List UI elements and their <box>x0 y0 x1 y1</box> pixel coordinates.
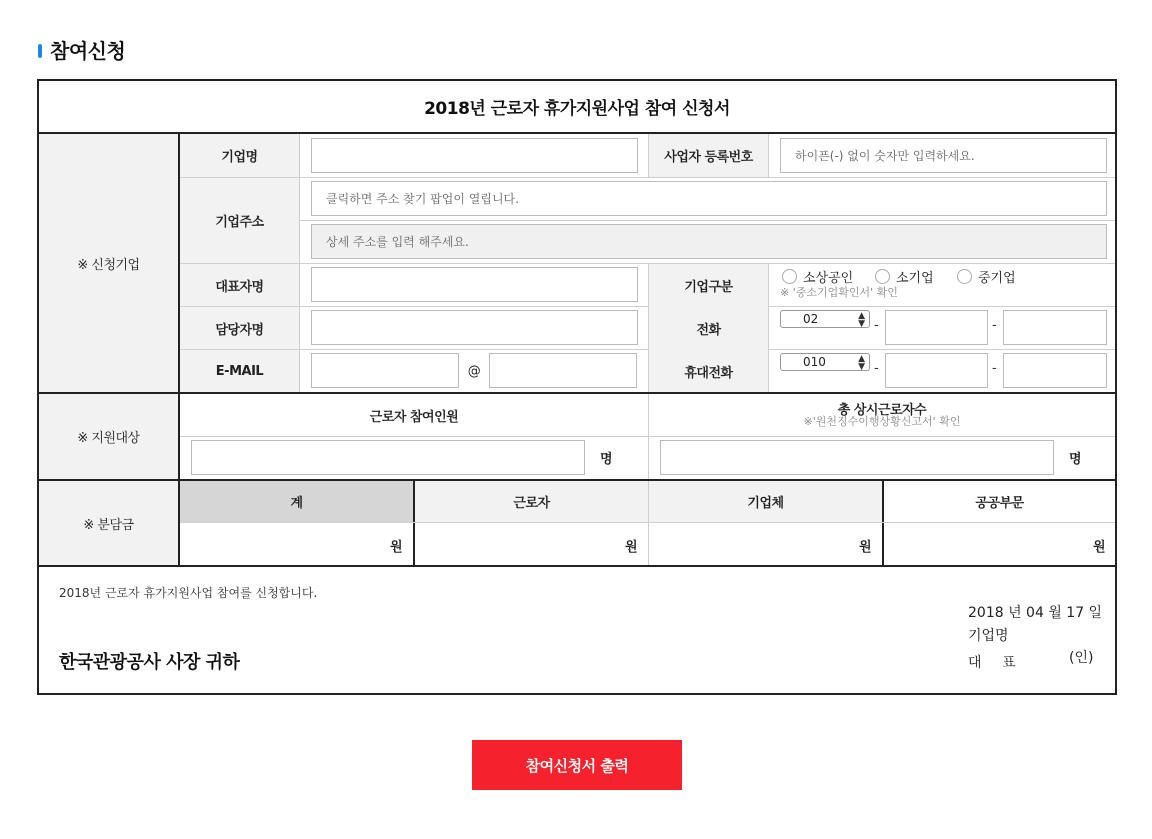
company-sign-label: 기업명 <box>968 628 1009 644</box>
share-col-worker: 근로자 <box>513 496 550 511</box>
manager-input[interactable] <box>311 310 638 345</box>
share-group-label: ※ 분담금 <box>83 517 134 533</box>
radio-circle-icon[interactable] <box>875 269 890 284</box>
total-workers-input[interactable] <box>660 440 1054 475</box>
company-type-note: ※ '중소기업확인서' 확인 <box>780 286 898 299</box>
workers-unit: 명 <box>600 452 613 467</box>
radio-medium-company[interactable]: 중기업 <box>957 267 1016 286</box>
mobile-dash-2: - <box>992 361 997 376</box>
phone-middle-input[interactable] <box>885 310 988 345</box>
share-col-total: 계 <box>290 496 303 511</box>
share-col-company: 기업체 <box>747 496 784 511</box>
phone-last-input[interactable] <box>1003 310 1107 345</box>
ceo-label: 대표자명 <box>215 279 264 295</box>
phone-prefix-select[interactable]: 02 ▲ ▼ <box>780 310 870 328</box>
mobile-dash-1: - <box>874 361 879 376</box>
address-detail-input[interactable]: 상세 주소를 입력 해주세요. <box>311 224 1107 259</box>
share-col-public: 공공부문 <box>975 496 1024 511</box>
email-domain-input[interactable] <box>489 353 637 388</box>
share-company-unit: 원 <box>859 540 872 555</box>
address-search-input[interactable]: 클릭하면 주소 찾기 팝업이 열립니다. <box>311 181 1107 216</box>
phone-dash-2: - <box>992 318 997 333</box>
share-worker-unit: 원 <box>625 540 638 555</box>
phone-label: 전화 <box>696 322 721 338</box>
radio-small-business[interactable]: 소상공인 <box>782 267 853 286</box>
application-date: 2018 년 04 월 17 일 <box>968 605 1103 621</box>
ceo-input[interactable] <box>311 267 638 302</box>
email-at-sign: @ <box>467 363 481 379</box>
form-title: 2018년 근로자 휴가지원사업 참여 신청서 <box>424 99 730 119</box>
company-type-label: 기업구분 <box>684 279 733 295</box>
section-bullet-icon <box>38 44 42 58</box>
section-header <box>38 36 125 62</box>
target-group-label: ※ 지원대상 <box>77 431 140 446</box>
select-arrows-icon: ▲ ▼ <box>858 354 865 372</box>
share-total-unit: 원 <box>390 540 403 555</box>
total-workers-label: 총 상시근로자수 <box>837 402 927 418</box>
application-form <box>37 79 1117 695</box>
company-name-label: 기업명 <box>221 150 258 165</box>
share-public-unit: 원 <box>1093 540 1106 555</box>
total-workers-unit: 명 <box>1069 452 1082 467</box>
application-statement: 2018년 근로자 휴가지원사업 참여를 신청합니다. <box>59 586 318 600</box>
manager-label: 담당자명 <box>215 322 264 338</box>
representative-sign-label: 대 표 <box>968 655 1024 671</box>
phone-dash-1: - <box>874 318 879 333</box>
total-workers-note: ※'원천징수이행상황신고서' 확인 <box>803 415 961 428</box>
print-application-button[interactable]: 참여신청서 출력 <box>472 740 682 790</box>
section-title: 참여신청 <box>50 38 126 63</box>
seal-mark: (인) <box>1069 650 1094 666</box>
select-arrows-icon: ▲ ▼ <box>858 311 865 329</box>
biz-reg-label: 사업자 등록번호 <box>664 150 753 165</box>
addressee: 한국관광공사 사장 귀하 <box>59 652 240 673</box>
email-id-input[interactable] <box>311 353 459 388</box>
email-label: E-MAIL <box>215 363 264 379</box>
workers-count-input[interactable] <box>191 440 585 475</box>
radio-circle-icon[interactable] <box>957 269 972 284</box>
mobile-last-input[interactable] <box>1003 353 1107 388</box>
mobile-prefix-select[interactable]: 010 ▲ ▼ <box>780 353 870 371</box>
radio-circle-icon[interactable] <box>782 269 797 284</box>
company-name-input[interactable] <box>311 138 638 173</box>
radio-small-company[interactable]: 소기업 <box>875 267 934 286</box>
biz-reg-input[interactable]: 하이픈(-) 없이 숫자만 입력하세요. <box>780 138 1107 173</box>
mobile-middle-input[interactable] <box>885 353 988 388</box>
address-label: 기업주소 <box>215 215 264 230</box>
applicant-group-label: ※ 신청기업 <box>77 257 140 273</box>
mobile-label: 휴대전화 <box>684 365 733 381</box>
workers-label: 근로자 참여인원 <box>369 409 459 425</box>
